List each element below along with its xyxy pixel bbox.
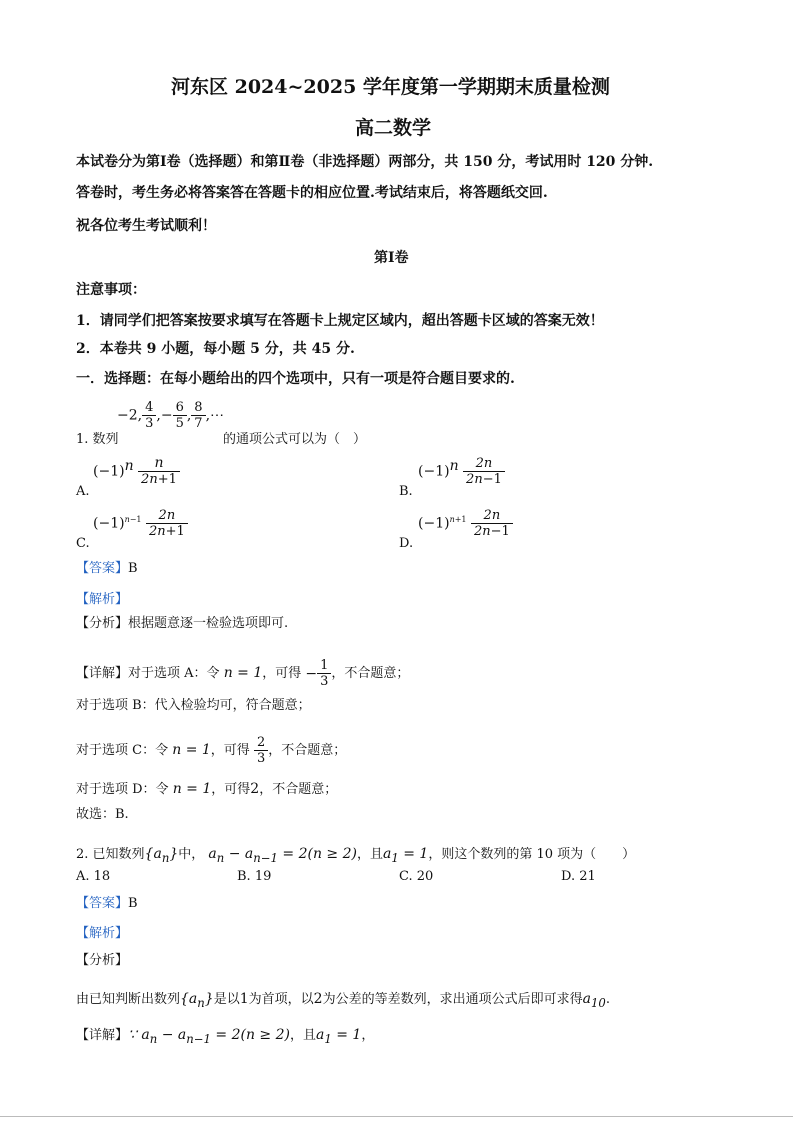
q1-detail-d-value: 2 (250, 781, 260, 797)
q2-fenxi-text-4: 为公差的等差数列，求出通项公式后即可求得 (322, 992, 583, 1007)
q1-detail-a-cond: n = 1 (223, 665, 263, 681)
q1-option-c-formula: $(-1)^{n-1}$ $\frac{2n}{2n+1}$ (93, 508, 188, 539)
q1-answer-value: B (128, 561, 138, 576)
page-title: 河东区 2024~2025 学年度第一学期期末质量检测 (171, 76, 610, 98)
q2-detail-end: ， (361, 1028, 375, 1043)
q1-detail-a-text-2: ，可得 (262, 666, 302, 681)
q2-suffix: ，则这个数列的第 10 项为（ ） (428, 847, 636, 862)
q1-prefix: 1. 数列 (76, 432, 119, 447)
q2-fenxi-difference: 2 (313, 991, 323, 1007)
q1-sequence: −2, $\frac{4}{3}$ ,− $\frac{6}{5}$ , $\frac{8}{7}$ ,⋯ (117, 400, 225, 431)
q1-detail-c-text-1: 对于选项 C：令 (76, 743, 169, 758)
page-bottom-divider (0, 1116, 793, 1117)
q1-option-c-label: C. (76, 536, 90, 551)
q1-option-d-formula: $(-1)^{n+1}$ $\frac{2n}{2n-1}$ (418, 508, 513, 539)
q2-fenxi-text-2: 是以 (213, 992, 240, 1007)
q1-option-b-label: B. (399, 484, 413, 499)
q1-choice: 故选：B. (76, 807, 129, 822)
q2-initial: $a_1 = 1$ (383, 846, 429, 865)
q1-detail-b: 对于选项 B：代入检验均可，符合题意； (76, 698, 311, 713)
intro-line-3: 祝各位考生考试顺利！ (76, 218, 216, 234)
q1-option-b-formula: $(-1)^n$ $\frac{2n}{2n-1}$ (418, 456, 505, 487)
q1-detail-c-text-3: ，不合题意； (268, 743, 347, 758)
q2-mid-1: 中， (178, 847, 205, 862)
q1-detail-d-text-1: 对于选项 D：令 (76, 782, 169, 797)
q2-fenxi-label: 【分析】 (76, 953, 129, 968)
q1-detail-c-text-2: ，可得 (210, 743, 250, 758)
notice-item-1: 1．请同学们把答案按要求填写在答题卡上规定区域内，超出答题卡区域的答案无效！ (76, 313, 604, 329)
q2-prefix: 2. 已知数列 (76, 847, 145, 862)
q2-fenxi-sequence: $\{a_n\}$ (180, 991, 214, 1010)
q1-detail-d (76, 778, 337, 797)
q2-detail (76, 1024, 374, 1046)
intro-line-1: 本试卷分为第Ⅰ卷（选择题）和第Ⅱ卷（非选择题）两部分，共 150 分，考试用时 120 分钟. (76, 154, 654, 170)
q1-detail-a-text-1: 对于选项 A：令 (128, 666, 220, 681)
q1-fenxi-label: 【分析】 (76, 616, 129, 631)
q1-detail-d-text-2: ，可得 (211, 782, 251, 797)
q1-detail-c-cond: n = 1 (172, 742, 211, 758)
q2-option-c: C. 20 (399, 869, 434, 884)
q1-fenxi-text: 根据题意逐一检验选项即可. (128, 616, 289, 631)
q1-answer (76, 557, 138, 576)
q1-option-d-label: D. (399, 536, 414, 551)
q1-fenxi (76, 612, 288, 631)
q1-suffix: 的通项公式可以为（ ） (223, 432, 367, 447)
notice-item-2: 2．本卷共 9 小题，每小题 5 分，共 45 分. (76, 341, 355, 357)
notice-label: 注意事项： (76, 282, 146, 298)
section-heading: 第Ⅰ卷 (374, 250, 409, 266)
q1-detail-a-text-3: ，不合题意； (331, 666, 410, 681)
q2-fenxi (76, 988, 610, 1010)
q2-detail-mid: ，且 (289, 1028, 316, 1043)
q1-option-a-formula: $(-1)^n$ $\frac{n}{2n+1}$ (93, 456, 180, 487)
part-title: 一．选择题：在每小题给出的四个选项中，只有一项是符合题目要求的. (76, 371, 515, 387)
q2-answer-value: B (128, 896, 138, 911)
q1-option-a-label: A. (76, 484, 90, 499)
q1-detail-c (76, 720, 346, 781)
q2-fenxi-a10: $a_{10}$ (582, 991, 606, 1010)
q2-sequence-symbol: $\{a_n\}$ (144, 846, 179, 865)
page-subtitle: 高二数学 (355, 117, 432, 139)
q2-analysis-label: 【解析】 (76, 926, 129, 941)
q2-mid-2: ，且 (357, 847, 384, 862)
q1-detail-d-text-3: ，不合题意； (259, 782, 338, 797)
q2-stem (76, 843, 635, 865)
q2-answer-label: 【答案】 (76, 896, 129, 911)
q2-fenxi-text-3: 为首项，以 (248, 992, 314, 1007)
q2-option-b: B. 19 (237, 869, 272, 884)
q2-detail-label: 【详解】 (76, 1028, 129, 1043)
q1-detail-label: 【详解】 (76, 666, 129, 681)
q1-detail-d-cond: n = 1 (172, 781, 212, 797)
q2-detail-initial: $a_1 = 1$ (315, 1027, 362, 1046)
q2-fenxi-end: . (605, 992, 610, 1007)
q2-fenxi-text-1: 由已知判断出数列 (76, 992, 181, 1007)
q1-analysis-label: 【解析】 (76, 592, 129, 607)
q1-detail-c-value: $\frac{2}{3}$ (254, 721, 268, 781)
intro-line-2: 答卷时，考生务必将答案答在答题卡的相应位置.考试结束后，将答题纸交回. (76, 185, 548, 201)
q2-fenxi-first-term: 1 (239, 991, 249, 1007)
q2-answer (76, 892, 138, 911)
q2-detail-recurrence: ∵ $a_n - a_{n-1} = 2(n \ge 2)$ (128, 1027, 290, 1046)
q1-answer-label: 【答案】 (76, 561, 129, 576)
q2-recurrence: $a_n - a_{n-1} = 2(n \ge 2)$ (208, 846, 357, 865)
q2-option-a: A. 18 (76, 869, 111, 884)
q1-detail-a-value: − $\frac{1}{3}$ (305, 644, 331, 704)
q2-option-d: D. 21 (561, 869, 596, 884)
